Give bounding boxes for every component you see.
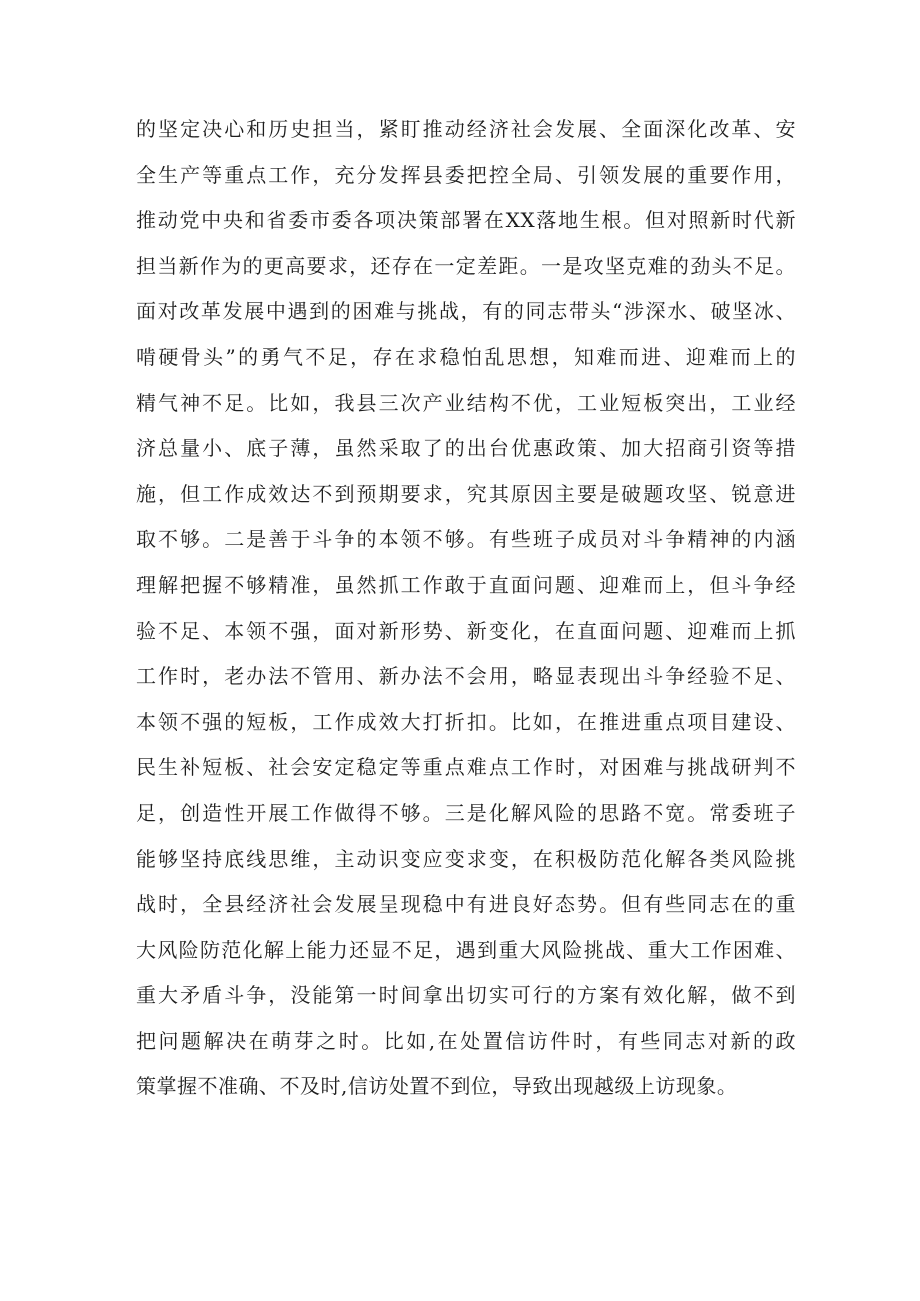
- text-line: 重大矛盾斗争，没能第一时间拿出切实可行的方案有效化解，做不到: [136, 983, 796, 1008]
- text-line: 民生补短板、社会安定稳定等重点难点工作时，对困难与挑战研判不: [136, 755, 796, 780]
- text-line: 的坚定决心和历史担当，紧盯推动经济社会发展、全面深化改革、安: [136, 117, 796, 141]
- text-line: 足，创造性开展工作做得不够。三是化解风险的思路不宽。常委班子: [136, 800, 796, 825]
- text-line: 工作时，老办法不管用、新办法不会用，略显表现出斗争经验不足、: [136, 664, 796, 689]
- text-line: 验不足、本领不强，面对新形势、新变化，在直面问题、迎难而上抓: [136, 618, 796, 643]
- text-line: 面对改革发展中遇到的困难与挑战，有的同志带头“涉深水、破坚冰、: [136, 299, 796, 324]
- text-line: 担当新作为的更高要求，还存在一定差距。一是攻坚克难的劲头不足。: [136, 253, 796, 278]
- text-line: 战时，全县经济社会发展呈现稳中有进良好态势。但有些同志在的重: [136, 892, 796, 917]
- text-line: 施，但工作成效达不到预期要求，究其原因主要是破题攻坚、锐意进: [136, 481, 796, 506]
- body-paragraph: [136, 107, 796, 1110]
- text-line: 本领不强的短板，工作成效大打折扣。比如，在推进重点项目建设、: [136, 709, 796, 734]
- text-line: 把问题解决在萌芽之时。比如,在处置信访件时，有些同志对新的政: [136, 1028, 796, 1053]
- text-line: 大风险防范化解上能力还显不足，遇到重大风险挑战、重大工作困难、: [136, 937, 796, 962]
- text-line: 啃硬骨头”的勇气不足，存在求稳怕乱思想，知难而进、迎难而上的: [136, 344, 796, 369]
- text-line: 取不够。二是善于斗争的本领不够。有些班子成员对斗争精神的内涵: [136, 527, 796, 552]
- text-line: 济总量小、底子薄，虽然采取了的出台优惠政策、加大招商引资等措: [136, 436, 796, 461]
- text-line: 策掌握不准确、不及时,信访处置不到位，导致出现越级上访现象。: [136, 1074, 738, 1099]
- text-line: 精气神不足。比如，我县三次产业结构不优，工业短板突出，工业经: [136, 390, 796, 415]
- text-line: 能够坚持底线思维，主动识变应变求变，在积极防范化解各类风险挑: [136, 846, 796, 871]
- text-line: 全生产等重点工作，充分发挥县委把控全局、引领发展的重要作用，: [136, 162, 796, 187]
- text-line: 理解把握不够精准，虽然抓工作敢于直面问题、迎难而上，但斗争经: [136, 572, 796, 597]
- text-line: 推动党中央和省委市委各项决策部署在XX落地生根。但对照新时代新: [136, 208, 796, 233]
